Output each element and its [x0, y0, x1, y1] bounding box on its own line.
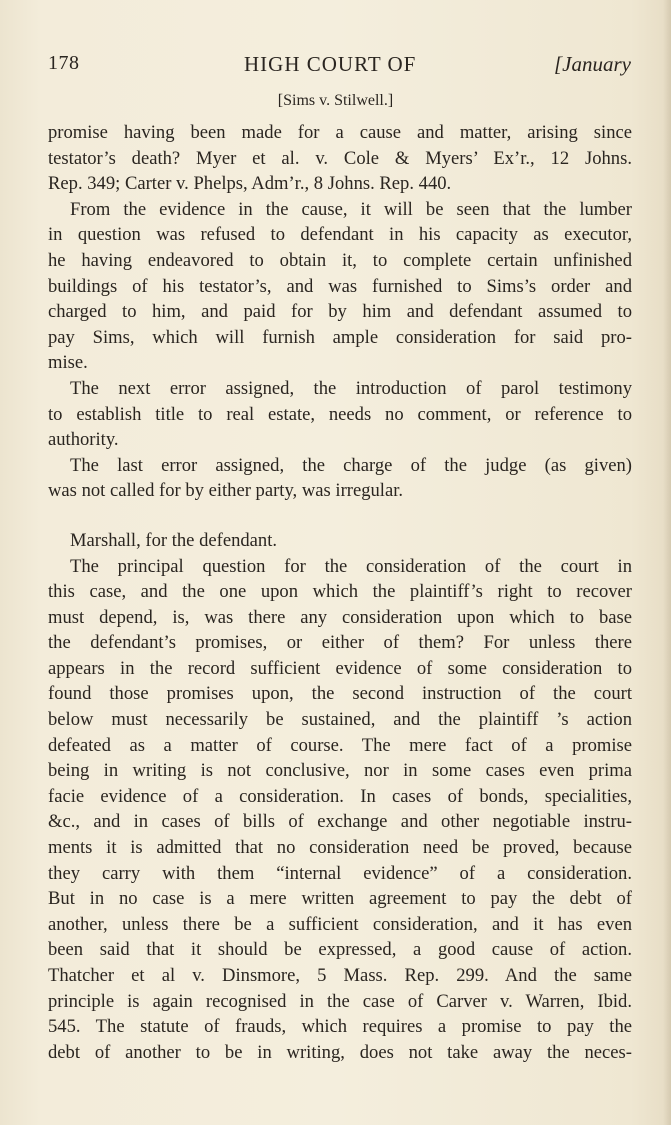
- text-line: &c., and in cases of bills of exchange and other negotiable instru-: [48, 811, 632, 833]
- text-line: in question was refused to defendant in his capacity as executor,: [48, 224, 632, 246]
- text-line: pay Sims, which will furnish ample consideration for said pro-: [48, 326, 632, 348]
- body-text: [48, 120, 632, 1065]
- text-line: found those promises upon, the second instruction of the court: [48, 683, 632, 705]
- text-line: been said that it should be expressed, a good cause of action.: [48, 939, 632, 961]
- text-line: below must necessarily be sustained, and the plaintiff ’s action: [48, 709, 632, 731]
- page-number: 178: [48, 52, 80, 74]
- text-line: the defendant’s promises, or either of them? For unless there: [48, 632, 632, 654]
- text-line: promise having been made for a cause and matter, arising since: [48, 122, 632, 143]
- text-line: authority.: [48, 429, 119, 451]
- text-line: charged to him, and paid for by him and defendant assumed to: [48, 301, 632, 323]
- text-line: he having endeavored to obtain it, to complete certain unfinished: [48, 249, 632, 271]
- text-line: debt of another to be in writing, does not take away the neces-: [48, 1041, 632, 1063]
- running-header: [48, 52, 631, 82]
- text-line: appears in the record sufficient evidence of some consideration to: [48, 657, 632, 679]
- text-line: From the evidence in the cause, it will be seen that the lumber: [70, 198, 632, 220]
- text-line: being in writing is not conclusive, nor in some cases even prima: [48, 760, 632, 782]
- text-line: 545. The statute of frauds, which requires a promise to pay the: [48, 1016, 632, 1038]
- case-caption: [Sims v. Stilwell.]: [277, 92, 394, 109]
- text-line: mise.: [48, 352, 88, 374]
- text-line: this case, and the one upon which the plaintiff’s right to recover: [48, 581, 632, 603]
- text-line: principle is again recognised in the case of Carver v. Warren, Ibid.: [48, 990, 632, 1012]
- text-line: testator’s death? Myer et al. v. Cole & Myers’ Ex’r., 12 Johns.: [48, 147, 632, 169]
- paragraph-gap: [48, 504, 632, 528]
- text-line: The last error assigned, the charge of the judge (as given): [70, 454, 632, 476]
- text-line: Thatcher et al v. Dinsmore, 5 Mass. Rep. 299. And the same: [48, 965, 632, 986]
- text-line: facie evidence of a consideration. In cases of bonds, specialities,: [48, 785, 632, 807]
- text-line: But in no case is a mere written agreement to pay the debt of: [48, 888, 632, 910]
- text-line: The principal question for the consideration of the court in: [70, 555, 632, 577]
- text-line: defeated as a matter of course. The mere fact of a promise: [48, 734, 632, 756]
- text-line: Rep. 349; Carter v. Phelps, Adm’r., 8 Johns. Rep. 440.: [48, 173, 452, 195]
- text-line: to establish title to real estate, needs no comment, or reference to: [48, 403, 632, 425]
- running-title: HIGH COURT OF: [244, 52, 417, 76]
- running-term: [January: [554, 52, 631, 76]
- counsel-heading: Marshall, for the defendant.: [70, 529, 278, 551]
- text-line: buildings of his testator’s, and was furnished to Sims’s order and: [48, 275, 632, 297]
- text-line: ments it is admitted that no consideration need be proved, because: [48, 837, 632, 859]
- text-line: was not called for by either party, was irregular.: [48, 480, 404, 502]
- text-line: another, unless there be a sufficient consideration, and it has even: [48, 913, 632, 935]
- text-line: The next error assigned, the introduction of parol testimony: [70, 377, 632, 399]
- text-line: they carry with them “internal evidence” of a consideration.: [48, 862, 632, 884]
- page-edge-shadow: [663, 0, 671, 1125]
- text-line: must depend, is, was there any consideration upon which to base: [48, 606, 632, 628]
